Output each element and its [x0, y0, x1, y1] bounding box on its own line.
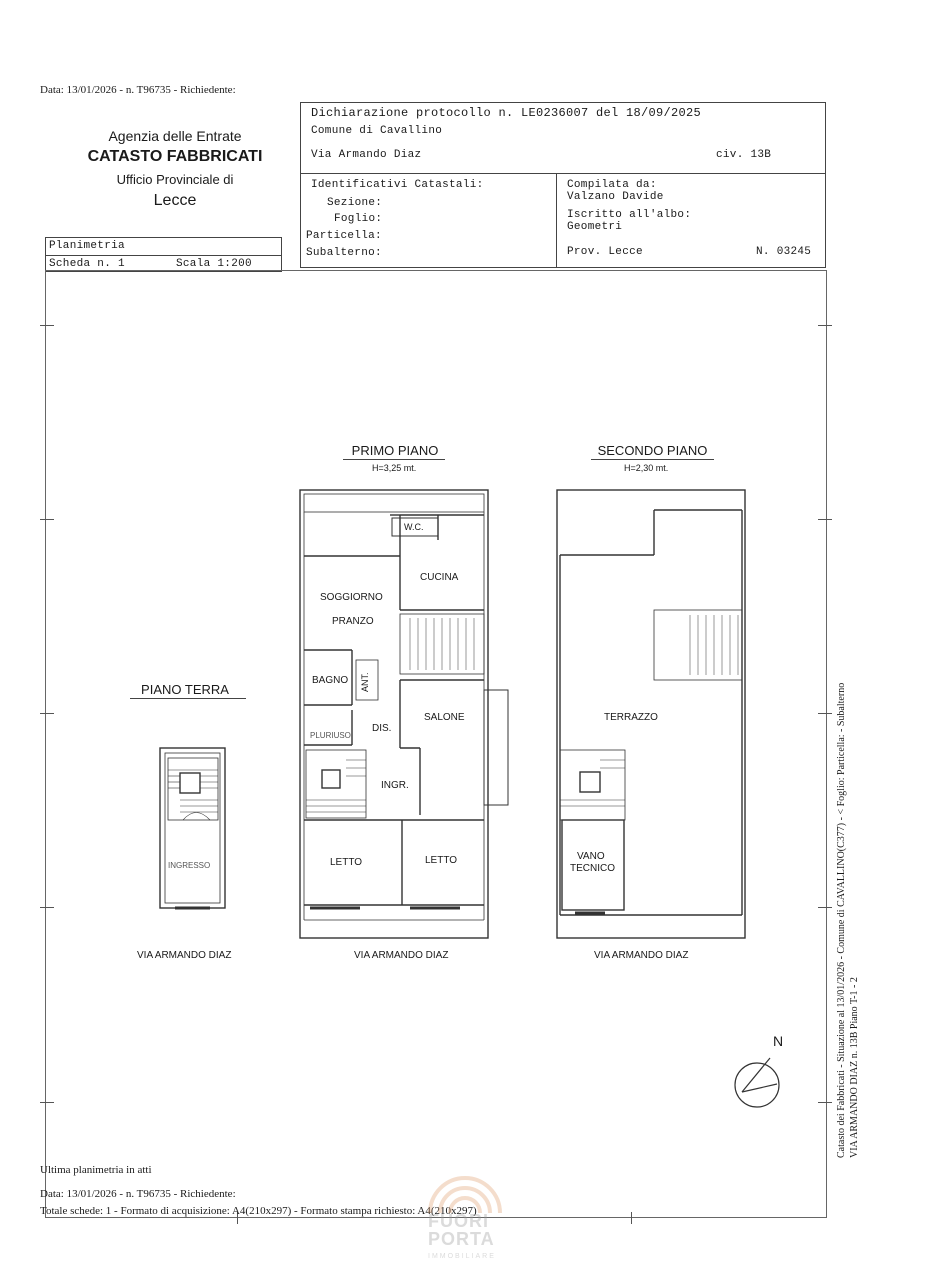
footer-totals: Totale schede: 1 - Formato di acquisizione: A4(210x297) - Formato stampa richiesto: A4(210x297) [40, 1205, 477, 1217]
watermark-line3: IMMOBILIARE [428, 1253, 496, 1260]
foglio-label: Foglio: [334, 213, 383, 225]
footer-data-line: Data: 13/01/2026 - n. T96735 - Richiedente: [40, 1188, 236, 1200]
last-plan-note: Ultima planimetria in atti [40, 1164, 152, 1176]
room-soggiorno: SOGGIORNO [320, 592, 383, 603]
room-letto-1: LETTO [330, 857, 363, 868]
room-anti: ANT. [360, 672, 370, 692]
north-label: N [773, 1033, 784, 1049]
registered-label: Iscritto all'albo: [567, 209, 692, 221]
protocol: Dichiarazione protocollo n. LE0236007 del 18/09/2025 [311, 106, 702, 120]
agency-name: Agenzia delle Entrate [108, 128, 242, 144]
side-text-line2: VIA ARMANDO DIAZ n. 13B Piano T-1 - 2 [849, 977, 860, 1158]
office-city: Lecce [153, 192, 197, 209]
street-label-second: VIA ARMANDO DIAZ [594, 950, 689, 961]
side-text-line1: Catasto dei Fabbricati - Situazione al 13/01/2026 - Comune di CAVALLINO(C377) - < Foglio: Particella: - Subalterno [836, 682, 847, 1158]
top-note: Data: 13/01/2026 - n. T96735 - Richiedente: [40, 84, 236, 96]
watermark-line2: PORTA [428, 1229, 495, 1249]
room-terrazzo: TERRAZZO [604, 712, 658, 723]
room-salone: SALONE [424, 712, 465, 723]
comune: Comune di Cavallino [311, 125, 443, 137]
room-tecnico: TECNICO [570, 863, 615, 874]
room-ingresso-first: INGR. [381, 780, 409, 791]
room-pluriuso: PLURIUSO [310, 731, 351, 740]
office: Ufficio Provinciale di [116, 172, 234, 187]
sheet-number: Scheda n. 1 [49, 258, 125, 270]
department: CATASTO FABBRICATI [87, 148, 263, 165]
civic-number: civ. 13B [716, 149, 772, 161]
room-vano: VANO [577, 851, 605, 862]
subalterno-label: Subalterno: [306, 247, 382, 259]
watermark-logo [420, 1165, 510, 1275]
registered: Geometri [567, 221, 623, 233]
province: Prov. Lecce [567, 246, 643, 258]
compiled-by: Valzano Davide [567, 191, 664, 203]
particella-label: Particella: [306, 230, 382, 242]
first-floor-title: PRIMO PIANO [351, 443, 439, 458]
second-floor-title: SECONDO PIANO [597, 443, 708, 458]
scale: Scala 1:200 [176, 258, 252, 270]
compiled-by-label: Compilata da: [567, 179, 657, 191]
second-floor-height: H=2,30 mt. [624, 463, 669, 473]
sezione-label: Sezione: [327, 197, 383, 209]
first-floor-height: H=3,25 mt. [372, 463, 417, 473]
room-ingresso: INGRESSO [168, 861, 211, 870]
doc-type: Planimetria [49, 240, 125, 252]
room-letto-2: LETTO [425, 855, 458, 866]
address-street: Via Armando Diaz [311, 149, 422, 161]
room-wc: W.C. [404, 522, 424, 532]
ident-title: Identificativi Catastali: [311, 179, 484, 191]
watermark-line1: FUORI [428, 1211, 489, 1231]
street-label-first: VIA ARMANDO DIAZ [354, 950, 449, 961]
sunburst-icon [420, 1165, 510, 1215]
room-disimpegno: DIS. [372, 723, 392, 734]
ground-floor-title: PIANO TERRA [141, 682, 229, 697]
room-bagno: BAGNO [312, 675, 349, 686]
street-label-ground: VIA ARMANDO DIAZ [137, 950, 232, 961]
registration-number: N. 03245 [756, 246, 812, 258]
room-cucina: CUCINA [420, 572, 459, 583]
ground-floor-plan [160, 748, 225, 908]
first-floor-plan [300, 490, 508, 938]
north-arrow-icon [735, 1058, 779, 1107]
room-pranzo: PRANZO [332, 616, 374, 627]
